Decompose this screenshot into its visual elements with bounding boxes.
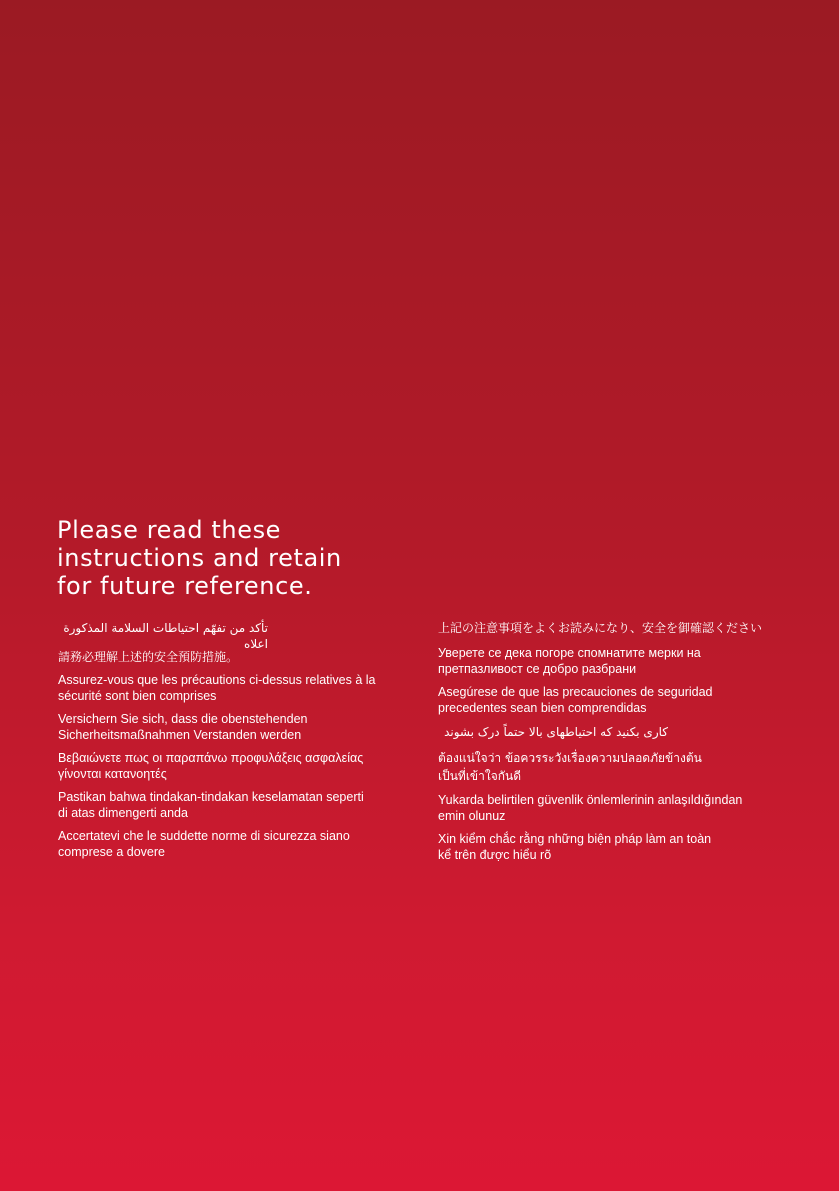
page-heading <box>57 516 397 600</box>
persian-notice: کاری بکنید که احتیاطهای بالا حتماً درک بشوند <box>444 725 668 739</box>
heading-line: Please read these <box>57 516 282 544</box>
macedonian-notice: Уверете се дека погоре спомнатите мерки на претпазливост се добро разбрани <box>438 646 701 676</box>
heading-line: instructions and retain <box>57 544 342 572</box>
heading-line: for future reference. <box>57 572 313 600</box>
thai-notice: ต้องแน่ใจว่า ข้อควรระวังเรื่องความปลอดภัยข้างต้น เป็นที่เข้าใจกันดี <box>438 751 702 783</box>
vietnamese-notice: Xin kiểm chắc rằng những biện pháp làm an toàn kể trên được hiểu rõ <box>438 832 712 862</box>
greek-notice: Βεβαιώνετε πως οι παραπάνω προφυλάξεις ασφαλείας γίνονται κατανοητές <box>58 751 364 781</box>
chinese-notice: 請務必理解上述的安全預防措施。 <box>58 650 239 664</box>
french-notice: Assurez-vous que les précautions ci-dessus relatives à la sécurité sont bien comprises <box>58 673 376 703</box>
spanish-notice: Asegúrese de que las precauciones de seguridad precedentes sean bien comprendidas <box>438 685 713 715</box>
arabic-notice: تأكد من تفهّم احتياطات السلامة المذكورة اعلاه <box>63 621 268 651</box>
italian-notice: Accertatevi che le suddette norme di sicurezza siano comprese a dovere <box>58 829 350 859</box>
turkish-notice: Yukarda belirtilen güvenlik önlemlerinin anlaşıldığından emin olunuz <box>438 793 743 823</box>
indonesian-notice: Pastikan bahwa tindakan-tindakan keselamatan seperti di atas dimengerti anda <box>58 790 364 820</box>
german-notice: Versichern Sie sich, dass die obenstehenden Sicherheitsmaßnahmen Verstanden werden <box>58 712 308 742</box>
japanese-notice: 上記の注意事項をよくお読みになり、安全を御確認ください <box>438 621 763 635</box>
